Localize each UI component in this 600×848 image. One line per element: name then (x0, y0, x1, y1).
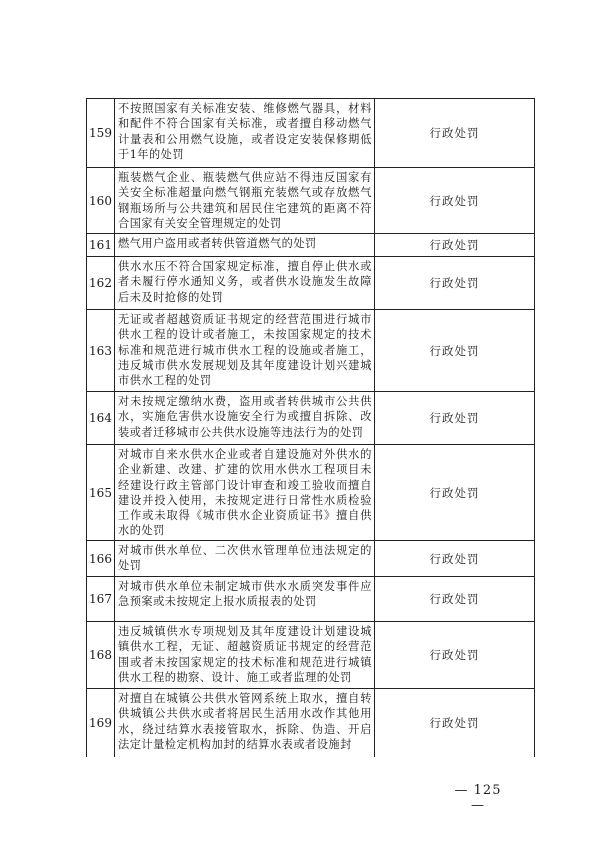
row-type: 行政处罚 (429, 193, 480, 208)
row-description: 供水水压不符合国家规定标准，擅自停止供水或者未履行停水通知义务，或者供水设施发生故障后未及时抢修的处罚 (115, 257, 375, 309)
row-number: 166 (87, 541, 115, 576)
row-description: 对未按规定缴纳水费，盗用或者转供城市公共供水，实施危害供水设施安全行为或擅自拆除、改装或者迁移城市公共供水设施等违法行为的处罚 (115, 392, 375, 444)
row-type: 行政处罚 (429, 238, 480, 252)
row-description: 不按照国家有关标准安装、维修燃气器具，材料和配件不符合国家有关标准，或者擅自移动燃气计量表和公用燃气设施，或者设定安装保修期低于1年的处罚 (115, 99, 375, 167)
row-number: 161 (87, 234, 115, 256)
penalty-table (86, 98, 535, 757)
row-number: 168 (87, 622, 115, 688)
table-row (87, 577, 534, 622)
table-row (87, 257, 534, 310)
row-number: 159 (87, 99, 115, 167)
row-type: 行政处罚 (429, 485, 480, 500)
row-type: 行政处罚 (429, 343, 480, 358)
row-type: 行政处罚 (429, 592, 480, 606)
row-type: 行政处罚 (429, 551, 480, 566)
row-description: 违反城镇供水专项规划及其年度建设计划建设城镇供水工程，无证、超越资质证书规定的经营范围或者未按国家规定的技术标准和规范进行城镇供水工程的勘察、设计、施工或者监理的处罚 (115, 622, 375, 688)
table-row (87, 168, 534, 234)
table-row (87, 392, 534, 445)
row-number: 160 (87, 168, 115, 233)
table-row (87, 234, 534, 257)
row-type: 行政处罚 (429, 276, 480, 290)
row-number: 164 (87, 392, 115, 444)
row-number: 165 (87, 445, 115, 540)
row-type: 行政处罚 (429, 411, 480, 425)
row-number: 169 (87, 689, 115, 757)
row-type: 行政处罚 (429, 648, 480, 662)
row-number: 167 (87, 577, 115, 621)
table-row (87, 310, 534, 392)
row-type: 行政处罚 (429, 716, 480, 730)
row-description: 瓶装燃气企业、瓶装燃气供应站不得违反国家有关安全标准超量向燃气钢瓶充装燃气或存放燃气钢瓶场所与公共建筑和居民住宅建筑的距离不符合国家有关安全管理规定的处罚 (115, 168, 375, 233)
table-row (87, 541, 534, 577)
page-number: — 125 — (454, 783, 502, 813)
row-description: 对城市自来水供水企业或者自建设施对外供水的企业新建、改建、扩建的饮用水供水工程项目未经建设行政主管部门设计审查和竣工验收而擅自建设并投入使用，未按规定进行日常性水质检验工作或未取得《城市供水企业资质证书》擅自供水的处罚 (115, 445, 375, 540)
row-description: 燃气用户盗用或者转供管道燃气的处罚 (115, 234, 375, 256)
row-description: 对城市供水单位未制定城市供水水质突发事件应急预案或未按规定上报水质报表的处罚 (115, 577, 375, 621)
row-description: 对擅自在城镇公共供水管网系统上取水，擅自转供城镇公共供水或者将居民生活用水改作其他用水，绕过结算水表接管取水，拆除、伪造、开启法定计量检定机构加封的结算水表或者设施封 (115, 689, 375, 757)
row-description: 对城市供水单位、二次供水管理单位违法规定的处罚 (115, 541, 375, 576)
table-row (87, 445, 534, 541)
table-row (87, 622, 534, 689)
table-row (87, 689, 534, 757)
row-number: 162 (87, 257, 115, 309)
row-type: 行政处罚 (429, 126, 480, 140)
row-description: 无证或者超越资质证书规定的经营范围进行城市供水工程的设计或者施工，未按国家规定的技术标准和规范进行城市供水工程的设施或者施工，违反城市供水发展规划及其年度建设计划兴建城市供水工程的处罚 (115, 310, 375, 391)
row-number: 163 (87, 310, 115, 391)
table-row (87, 99, 534, 168)
